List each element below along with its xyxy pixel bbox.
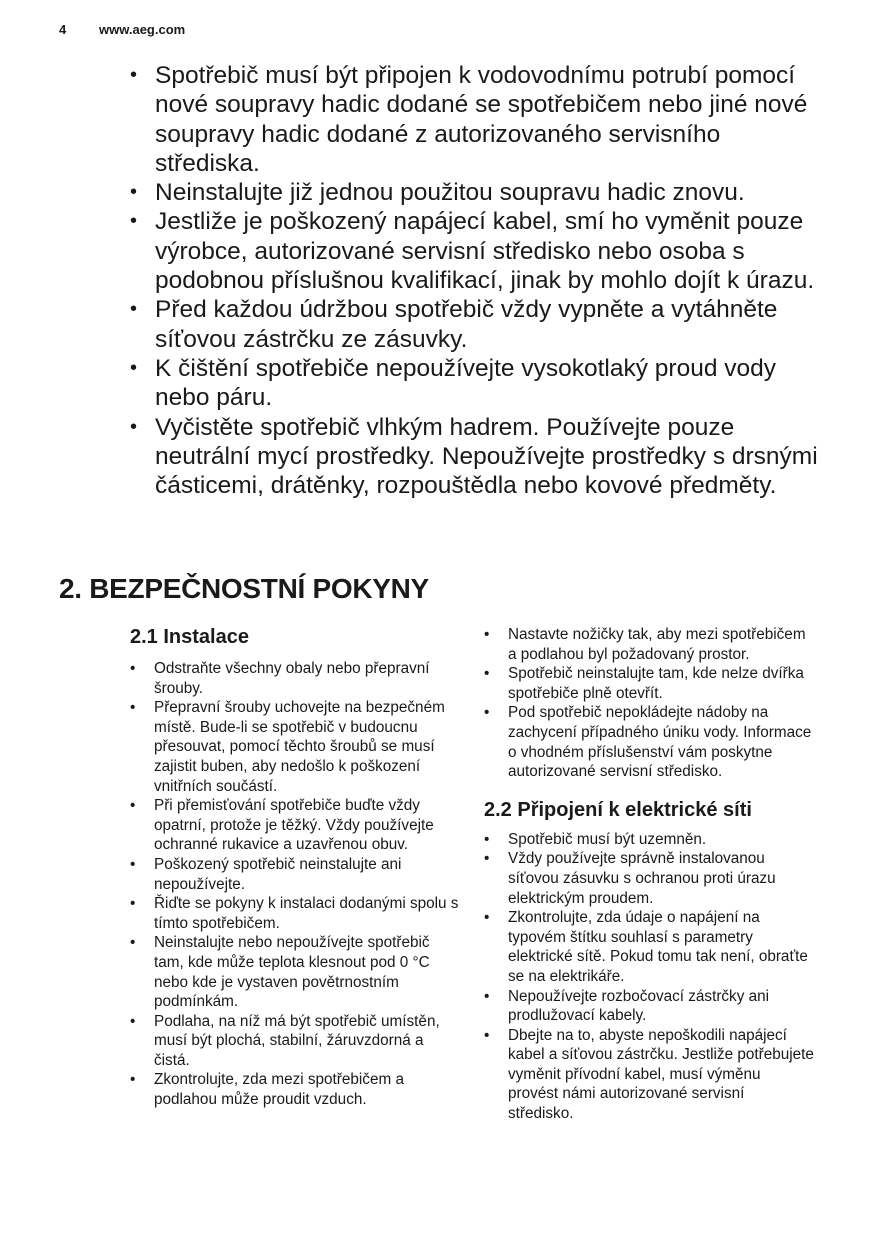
intro-bullet-item: • Před každou údržbou spotřebič vždy vypněte a vytáhněte síťovou zástrčku ze zásuvky. xyxy=(130,296,778,353)
page-header xyxy=(59,22,185,37)
list-item: • Zkontrolujte, zda mezi spotřebičem a podlahou může proudit vzduch. xyxy=(130,1071,404,1109)
list-item: • Při přemisťování spotřebiče buďte vždy opatrní, protože je těžký. Vždy používejte ochranné rukavice a uzavřenou obuv. xyxy=(130,797,434,854)
intro-bullet-item: • K čištění spotřebiče nepoužívejte vysokotlaký proud vody nebo páru. xyxy=(130,354,777,412)
list-item: • Nastavte nožičky tak, aby mezi spotřebičem a podlahou byl požadovaný prostor. xyxy=(484,626,806,663)
list-item: • Řiďte se pokyny k instalaci dodanými spolu s tímto spotřebičem. xyxy=(130,895,459,932)
bullet-icon: • xyxy=(130,1012,136,1030)
bullet-icon: • xyxy=(130,660,136,677)
list-item: • Pod spotřebič nepokládejte nádoby na zachycení případného úniku vody. Informace o vhodném příslušenství vám poskytne autorizované servisní středisko. xyxy=(484,704,812,781)
bullet-icon: • xyxy=(130,298,138,321)
left-column xyxy=(130,623,460,1110)
website-link[interactable]: www.aeg.com xyxy=(99,22,186,37)
intro-bullet-item: • Jestliže je poškozený napájecí kabel, smí ho vyměnit pouze výrobce, autorizované servisní středisko nebo osoba s podobnou příslušnou kvalifikací, jinak by mohlo dojít k úrazu. xyxy=(130,208,815,295)
electrical-title: 2.2 Připojení k elektrické síti xyxy=(484,798,752,821)
list-item: • Podlaha, na níž má být spotřebič umístěn, musí být plochá, stabilní, žáruvzdorná a čistá. xyxy=(130,1012,440,1069)
bullet-icon: • xyxy=(130,797,136,815)
bullet-icon: • xyxy=(484,830,490,848)
installation-list xyxy=(130,659,460,1110)
bullet-icon: • xyxy=(130,415,138,438)
installation-title: 2.1 Instalace xyxy=(130,626,249,648)
installation-list-continued xyxy=(484,625,814,782)
bullet-icon: • xyxy=(484,1026,490,1044)
bullet-icon: • xyxy=(130,855,136,873)
section-title: 2. BEZPEČNOSTNÍ POKYNY xyxy=(59,573,429,604)
bullet-icon: • xyxy=(484,665,490,683)
electrical-list xyxy=(484,830,814,1124)
list-item: • Odstraňte všechny obaly nebo přepravní šrouby. xyxy=(130,660,430,697)
list-item: • Vždy používejte správně instalovanou síťovou zásuvku s ochranou proti úrazu elektrickým proudem. xyxy=(484,850,776,907)
list-item: • Spotřebič neinstalujte tam, kde nelze dvířka spotřebiče plně otevřít. xyxy=(484,665,804,702)
list-item: • Dbejte na to, abyste nepoškodili napájecí kabel a síťovou zástrčku. Jestliže potřebujete vyměnit přívodní kabel, musí výměnu provést námi autorizované servisní středisko. xyxy=(484,1026,814,1123)
intro-bullet-item: • Neinstalujte již jednou použitou soupravu hadic znovu. xyxy=(130,179,745,207)
list-item: • Spotřebič musí být uzemněn. xyxy=(484,830,707,848)
bullet-icon: • xyxy=(130,699,136,717)
bullet-icon: • xyxy=(484,909,490,927)
right-column xyxy=(484,625,814,1124)
bullet-icon: • xyxy=(130,895,136,913)
intro-bullet-item: • Vyčistěte spotřebič vlhkým hadrem. Používejte pouze neutrální mycí prostředky. Nepoužívejte prostředky s drsnými částicemi, drátěnky, rozpouštědla nebo kovové předměty. xyxy=(130,413,818,500)
bullet-icon: • xyxy=(484,704,490,722)
bullet-icon: • xyxy=(484,987,490,1005)
list-item: • Nepoužívejte rozbočovací zástrčky ani prodlužovací kabely. xyxy=(484,987,770,1025)
bullet-icon: • xyxy=(130,934,136,952)
bullet-icon: • xyxy=(130,1071,136,1089)
list-item: • Zkontrolujte, zda údaje o napájení na typovém štítku souhlasí s parametry elektrické sítě. Pokud tomu tak není, obraťte se na elektrikáře. xyxy=(484,909,808,985)
list-item: • Přepravní šrouby uchovejte na bezpečném místě. Bude-li se spotřebič v budoucnu přesouvat, pomocí těchto šroubů se musí zajistit buben, aby nedošlo k poškození vnitřních součástí. xyxy=(130,699,445,795)
bullet-icon: • xyxy=(484,626,490,643)
intro-bullet-list xyxy=(130,61,830,500)
bullet-icon: • xyxy=(130,64,138,86)
intro-bullet-item: • Spotřebič musí být připojen k vodovodnímu potrubí pomocí nové soupravy hadic dodané se spotřebičem nebo jiné nové soupravy hadic dodané z autorizovaného servisního střediska. xyxy=(130,62,808,177)
bullet-icon: • xyxy=(484,850,490,868)
bullet-icon: • xyxy=(130,210,138,233)
page-number: 4 xyxy=(59,22,67,37)
list-item: • Neinstalujte nebo nepoužívejte spotřebič tam, kde může teplota klesnout pod 0 °C nebo kde je vystaven povětrnostním podmínkám. xyxy=(130,934,430,1011)
bullet-icon: • xyxy=(130,356,138,379)
bullet-icon: • xyxy=(130,181,138,204)
list-item: • Poškozený spotřebič neinstalujte ani nepoužívejte. xyxy=(130,855,402,893)
